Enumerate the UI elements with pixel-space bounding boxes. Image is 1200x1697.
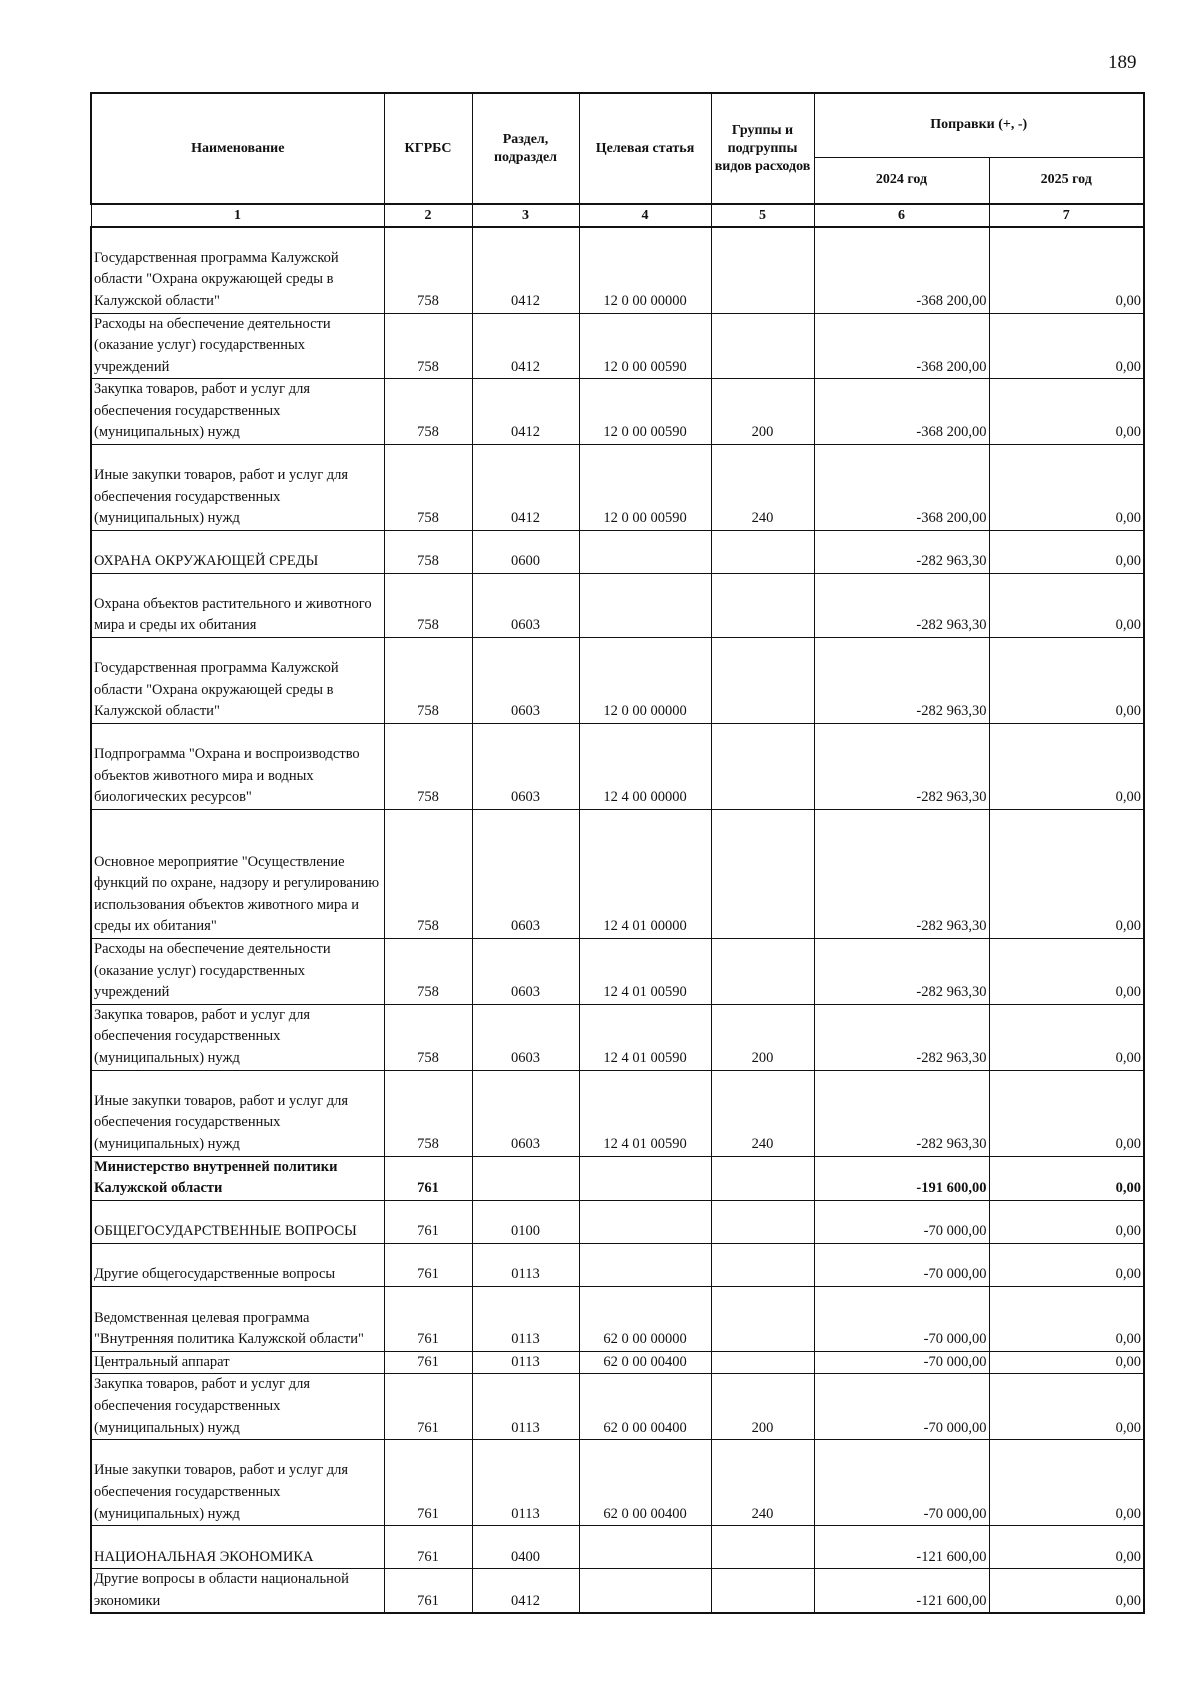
row-target-article: 12 0 00 00000 [579,638,711,724]
header-section: Раздел, подраздел [472,93,579,204]
header-year-2024: 2024 год [814,157,989,204]
row-section: 0603 [472,1070,579,1156]
row-kgrbs: 761 [384,1374,472,1440]
row-target-article: 62 0 00 00400 [579,1440,711,1526]
row-target-article: 12 0 00 00590 [579,379,711,445]
row-name: ОХРАНА ОКРУЖАЮЩЕЙ СРЕДЫ [91,531,384,574]
row-expense-group [711,1286,814,1351]
row-amount-2025: 0,00 [989,939,1144,1005]
row-amount-2024: -121 600,00 [814,1569,989,1614]
row-name: Иные закупки товаров, работ и услуг для обеспечения государственных (муниципальных) нужд [91,1070,384,1156]
row-name: Государственная программа Калужской области "Охрана окружающей среды в Калужской области" [91,638,384,724]
row-kgrbs: 758 [384,939,472,1005]
header-amendments: Поправки (+, -) [814,93,1144,157]
row-expense-group [711,724,814,810]
row-amount-2024: -282 963,30 [814,1070,989,1156]
table-row [91,810,1144,939]
column-number: 1 [91,204,384,227]
row-name: Закупка товаров, работ и услуг для обеспечения государственных (муниципальных) нужд [91,1004,384,1070]
row-section: 0400 [472,1526,579,1569]
row-amount-2025: 0,00 [989,445,1144,531]
row-kgrbs: 758 [384,638,472,724]
column-number-row [91,204,1144,227]
row-section [472,1156,579,1200]
row-kgrbs: 758 [384,379,472,445]
row-amount-2024: -70 000,00 [814,1243,989,1286]
column-number: 2 [384,204,472,227]
row-kgrbs: 761 [384,1156,472,1200]
row-expense-group [711,1526,814,1569]
table-row [91,724,1144,810]
row-expense-group [711,1200,814,1243]
row-name: Иные закупки товаров, работ и услуг для обеспечения государственных (муниципальных) нужд [91,445,384,531]
row-expense-group [711,574,814,638]
row-amount-2024: -70 000,00 [814,1286,989,1351]
row-kgrbs: 758 [384,1004,472,1070]
row-kgrbs: 761 [384,1526,472,1569]
row-name: НАЦИОНАЛЬНАЯ ЭКОНОМИКА [91,1526,384,1569]
table-row [91,1374,1144,1440]
row-expense-group: 240 [711,445,814,531]
row-amount-2024: -368 200,00 [814,227,989,313]
row-target-article [579,1200,711,1243]
column-number: 7 [989,204,1144,227]
row-amount-2025: 0,00 [989,574,1144,638]
row-section: 0100 [472,1200,579,1243]
row-amount-2024: -368 200,00 [814,445,989,531]
row-expense-group [711,227,814,313]
row-section: 0412 [472,379,579,445]
row-amount-2025: 0,00 [989,1004,1144,1070]
table-row [91,1286,1144,1351]
row-amount-2024: -121 600,00 [814,1526,989,1569]
row-kgrbs: 761 [384,1243,472,1286]
header-expense-groups: Группы и подгруппы видов расходов [711,93,814,204]
row-amount-2025: 0,00 [989,638,1144,724]
header-year-2025: 2025 год [989,157,1144,204]
row-kgrbs: 758 [384,574,472,638]
header-target-article: Целевая статья [579,93,711,204]
row-section: 0412 [472,445,579,531]
table-row [91,939,1144,1005]
column-number: 4 [579,204,711,227]
row-expense-group: 240 [711,1070,814,1156]
table-row [91,1526,1144,1569]
row-amount-2025: 0,00 [989,810,1144,939]
row-name: ОБЩЕГОСУДАРСТВЕННЫЕ ВОПРОСЫ [91,1200,384,1243]
row-amount-2025: 0,00 [989,1156,1144,1200]
row-target-article: 62 0 00 00400 [579,1351,711,1374]
row-kgrbs: 761 [384,1351,472,1374]
row-amount-2024: -282 963,30 [814,531,989,574]
row-amount-2025: 0,00 [989,1569,1144,1614]
row-section: 0603 [472,638,579,724]
row-name: Центральный аппарат [91,1351,384,1374]
row-target-article [579,531,711,574]
row-section: 0603 [472,724,579,810]
row-amount-2025: 0,00 [989,1243,1144,1286]
row-name: Ведомственная целевая программа "Внутренняя политика Калужской области" [91,1286,384,1351]
row-name: Закупка товаров, работ и услуг для обеспечения государственных (муниципальных) нужд [91,1374,384,1440]
row-name: Иные закупки товаров, работ и услуг для обеспечения государственных (муниципальных) нужд [91,1440,384,1526]
row-amount-2025: 0,00 [989,1286,1144,1351]
row-amount-2024: -70 000,00 [814,1200,989,1243]
table-row [91,638,1144,724]
row-section: 0113 [472,1374,579,1440]
row-section: 0603 [472,810,579,939]
header-kgrbs: КГРБС [384,93,472,204]
table-row [91,1569,1144,1614]
table-body [91,227,1144,1613]
row-target-article: 12 0 00 00590 [579,445,711,531]
row-expense-group: 200 [711,379,814,445]
row-name: Другие общегосударственные вопросы [91,1243,384,1286]
row-amount-2025: 0,00 [989,1200,1144,1243]
table-row [91,1200,1144,1243]
row-name: Государственная программа Калужской области "Охрана окружающей среды в Калужской области" [91,227,384,313]
row-section: 0412 [472,227,579,313]
row-amount-2025: 0,00 [989,1351,1144,1374]
row-expense-group [711,1243,814,1286]
row-expense-group [711,1351,814,1374]
row-amount-2024: -282 963,30 [814,939,989,1005]
row-amount-2025: 0,00 [989,1070,1144,1156]
row-amount-2025: 0,00 [989,724,1144,810]
row-section: 0412 [472,1569,579,1614]
row-expense-group: 200 [711,1004,814,1070]
row-target-article: 12 4 01 00590 [579,1004,711,1070]
row-kgrbs: 761 [384,1286,472,1351]
row-target-article: 62 0 00 00400 [579,1374,711,1440]
row-section: 0113 [472,1440,579,1526]
row-amount-2024: -70 000,00 [814,1351,989,1374]
row-section: 0113 [472,1243,579,1286]
table-row [91,1004,1144,1070]
row-section: 0603 [472,939,579,1005]
row-target-article: 62 0 00 00000 [579,1286,711,1351]
row-amount-2025: 0,00 [989,1374,1144,1440]
row-amount-2025: 0,00 [989,313,1144,379]
page-number: 189 [1108,52,1137,73]
header-name: Наименование [91,93,384,204]
row-name: Подпрограмма "Охрана и воспроизводство объектов животного мира и водных биологических ресурсов" [91,724,384,810]
row-expense-group [711,638,814,724]
row-name: Охрана объектов растительного и животного мира и среды их обитания [91,574,384,638]
row-target-article [579,574,711,638]
row-section: 0603 [472,574,579,638]
row-target-article [579,1526,711,1569]
row-name: Расходы на обеспечение деятельности (оказание услуг) государственных учреждений [91,939,384,1005]
row-kgrbs: 758 [384,531,472,574]
row-kgrbs: 758 [384,810,472,939]
row-expense-group: 200 [711,1374,814,1440]
row-kgrbs: 758 [384,227,472,313]
row-amount-2025: 0,00 [989,227,1144,313]
row-amount-2024: -191 600,00 [814,1156,989,1200]
row-kgrbs: 758 [384,445,472,531]
column-number: 5 [711,204,814,227]
row-section: 0412 [472,313,579,379]
row-kgrbs: 758 [384,313,472,379]
row-name: Расходы на обеспечение деятельности (оказание услуг) государственных учреждений [91,313,384,379]
table-row [91,227,1144,313]
row-amount-2024: -282 963,30 [814,810,989,939]
row-amount-2025: 0,00 [989,1526,1144,1569]
column-number: 6 [814,204,989,227]
row-target-article: 12 0 00 00590 [579,313,711,379]
row-amount-2024: -282 963,30 [814,638,989,724]
row-kgrbs: 761 [384,1569,472,1614]
row-expense-group [711,531,814,574]
row-target-article [579,1156,711,1200]
table-row [91,1243,1144,1286]
row-name: Основное мероприятие "Осуществление функций по охране, надзору и регулированию использования объектов животного мира и среды их обитания" [91,810,384,939]
table-row [91,379,1144,445]
row-target-article: 12 4 00 00000 [579,724,711,810]
row-target-article: 12 4 01 00000 [579,810,711,939]
row-name: Другие вопросы в области национальной экономики [91,1569,384,1614]
table-row [91,1070,1144,1156]
row-amount-2024: -70 000,00 [814,1374,989,1440]
row-amount-2025: 0,00 [989,379,1144,445]
row-amount-2024: -368 200,00 [814,379,989,445]
row-expense-group [711,810,814,939]
row-kgrbs: 758 [384,1070,472,1156]
column-number: 3 [472,204,579,227]
table-row [91,1156,1144,1200]
row-kgrbs: 758 [384,724,472,810]
row-target-article [579,1569,711,1614]
row-target-article: 12 0 00 00000 [579,227,711,313]
row-target-article: 12 4 01 00590 [579,939,711,1005]
row-section: 0113 [472,1286,579,1351]
row-amount-2024: -282 963,30 [814,574,989,638]
row-expense-group [711,1156,814,1200]
row-section: 0600 [472,531,579,574]
table-row [91,1351,1144,1374]
row-amount-2025: 0,00 [989,1440,1144,1526]
row-expense-group [711,313,814,379]
row-kgrbs: 761 [384,1440,472,1526]
budget-amendments-table [90,92,1145,1614]
row-amount-2024: -282 963,30 [814,1004,989,1070]
table-row [91,445,1144,531]
row-expense-group [711,1569,814,1614]
row-name: Закупка товаров, работ и услуг для обеспечения государственных (муниципальных) нужд [91,379,384,445]
row-kgrbs: 761 [384,1200,472,1243]
row-amount-2025: 0,00 [989,531,1144,574]
row-amount-2024: -368 200,00 [814,313,989,379]
table-row [91,1440,1144,1526]
table-row [91,574,1144,638]
row-section: 0113 [472,1351,579,1374]
row-section: 0603 [472,1004,579,1070]
row-target-article [579,1243,711,1286]
row-expense-group: 240 [711,1440,814,1526]
table-row [91,531,1144,574]
row-amount-2024: -70 000,00 [814,1440,989,1526]
row-target-article: 12 4 01 00590 [579,1070,711,1156]
row-name: Министерство внутренней политики Калужской области [91,1156,384,1200]
row-expense-group [711,939,814,1005]
table-row [91,313,1144,379]
row-amount-2024: -282 963,30 [814,724,989,810]
